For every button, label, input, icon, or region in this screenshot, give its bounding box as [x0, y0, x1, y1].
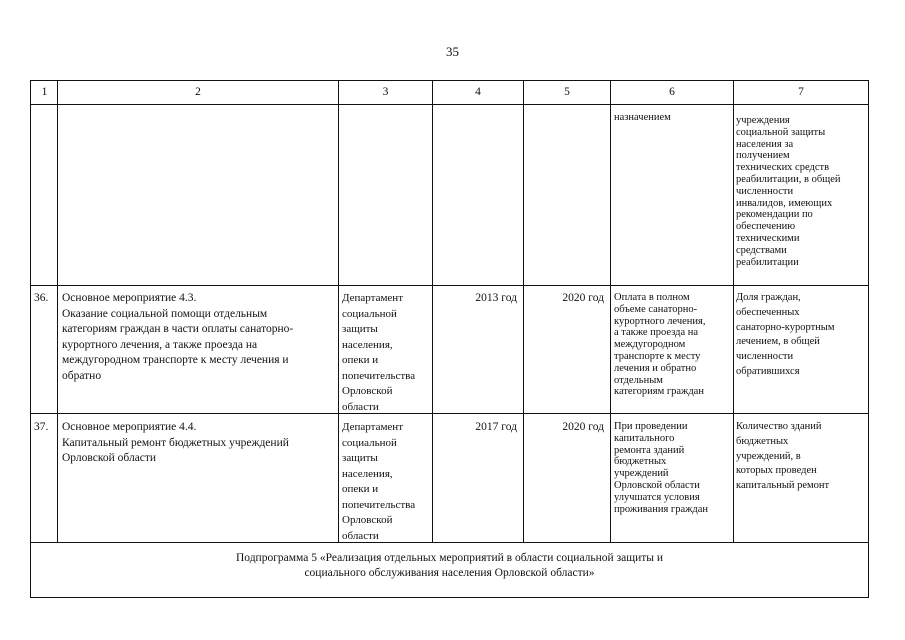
- row-separator: [30, 542, 869, 543]
- row-separator: [30, 413, 869, 414]
- row-number: 36.: [34, 292, 49, 304]
- header-col-6: 6: [669, 86, 675, 98]
- expected-result: Оплата в полном объеме санаторно- курортного лечения, а также проезда на междугородном транспорте к месту лечения и обратно отдельным категориям граждан: [614, 292, 706, 398]
- end-year: 2020 год: [562, 421, 604, 433]
- indicator: Количество зданий бюджетных учреждений, в которых проведен капитальный ремонт: [736, 421, 830, 492]
- header-col-2: 2: [195, 86, 201, 98]
- table-border-top: [30, 80, 869, 81]
- column-separator: [610, 80, 611, 543]
- subprogram-heading: Подпрограмма 5 «Реализация отдельных мероприятий в области социальной защиты и социального обслуживания населения Орловской области»: [235, 552, 664, 579]
- table-border-left: [30, 80, 31, 598]
- header-col-1: 1: [41, 86, 48, 98]
- row-number: 37.: [34, 421, 49, 433]
- row-separator: [30, 285, 869, 286]
- continuation-result: назначением: [614, 112, 671, 123]
- column-separator: [733, 80, 734, 543]
- start-year: 2013 год: [475, 292, 517, 304]
- table-border-bottom: [30, 597, 869, 598]
- header-col-3: 3: [382, 86, 389, 98]
- column-separator: [523, 80, 524, 543]
- table-border-right: [868, 80, 869, 598]
- header-col-7: 7: [798, 86, 804, 98]
- column-separator: [338, 80, 339, 543]
- header-col-4: 4: [475, 86, 481, 98]
- indicator: Доля граждан, обеспеченных санаторно-курортным лечением, в общей численности обратившихся: [736, 292, 835, 377]
- column-separator: [57, 80, 58, 543]
- continuation-indicator: учреждения социальной защиты населения за получением технических средств реабилитации, в общей численности инвалидов, имеющих рекомендации по обеспечению техническими средствами реабилитации: [736, 115, 841, 268]
- executor: Департамент социальной защиты населения, опеки и попечительства Орловской области: [342, 292, 416, 413]
- header-separator: [30, 104, 869, 105]
- measure-name: Основное мероприятие 4.4. Капитальный ремонт бюджетных учреждений Орловской области: [62, 421, 289, 464]
- page-number: 35: [446, 44, 459, 59]
- executor: Департамент социальной защиты населения, опеки и попечительства Орловской области: [342, 421, 416, 542]
- header-col-5: 5: [564, 86, 570, 98]
- expected-result: При проведении капитального ремонта зданий бюджетных учреждений Орловской области улучшатся условия проживания граждан: [614, 421, 708, 515]
- measure-name: Основное мероприятие 4.3. Оказание социальной помощи отдельным категориям граждан в части оплаты санаторно- курортного лечения, а также проезда на междугородном транспорте к месту лечения и обратно: [62, 292, 294, 382]
- start-year: 2017 год: [475, 421, 517, 433]
- end-year: 2020 год: [562, 292, 604, 304]
